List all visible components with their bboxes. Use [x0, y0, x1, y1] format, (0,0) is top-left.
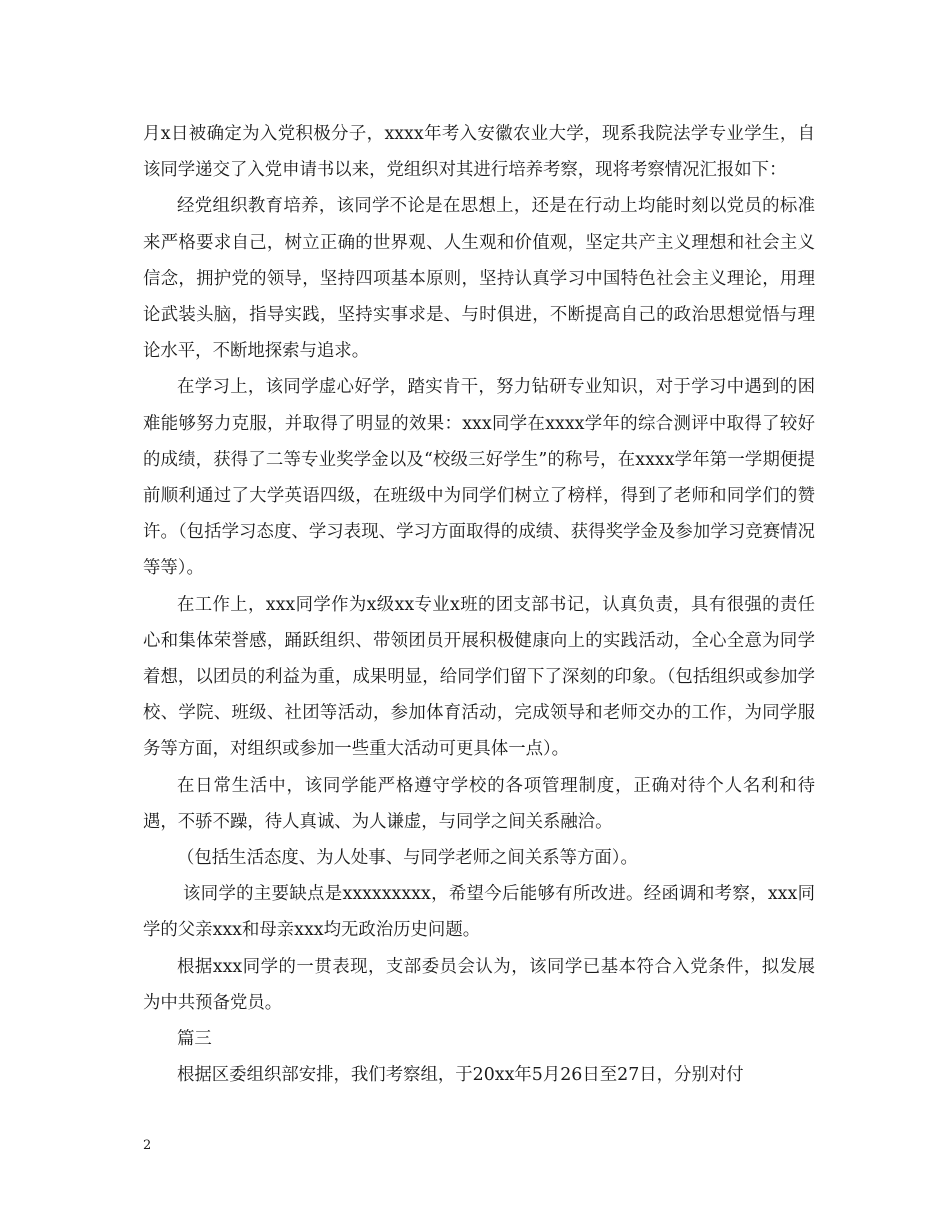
- page-number: 2: [143, 1138, 152, 1153]
- paragraph-4: 在工作上，xxx同学作为x级xx专业x班的团支部书记，认真负责，具有很强的责任心和集体荣誉感，踊跃组织、带领团员开展积极健康向上的实践活动，全心全意为同学着想，以团员的利益为重，成果明显，给同学们留下了深刻的印象。（包括组织或参加学校、学院、班级、社团等活动，参加体育活动，完成领导和老师交办的工作，为同学服务等方面，对组织或参加一些重大活动可更具体一点）。: [143, 594, 815, 760]
- paragraph-1: 月x日被确定为入党积极分子，xxxx年考入安徽农业大学，现系我院法学专业学生，自该同学递交了入党申请书以来，党组织对其进行培养考察，现将考察情况汇报如下：: [143, 124, 815, 181]
- paragraph-6: （包括生活态度、为人处事、与同学老师之间关系等方面）。: [177, 848, 638, 869]
- section-heading: 篇三: [177, 1029, 212, 1050]
- paragraph-5: 在日常生活中，该同学能严格遵守学校的各项管理制度，正确对待个人名利和待遇，不骄不躁，待人真诚、为人谦虚，与同学之间关系融洽。: [143, 775, 815, 832]
- paragraph-7: 该同学的主要缺点是xxxxxxxxx，希望今后能够有所改进。经函调和考察，xxx同学的父亲xxx和母亲xxx均无政治历史问题。: [143, 884, 815, 941]
- document-body: [143, 116, 815, 1093]
- paragraph-10: 根据区委组织部安排，我们考察组，于20xx年5月26日至27日，分别对付: [177, 1065, 744, 1086]
- paragraph-3: 在学习上，该同学虚心好学，踏实肯干，努力钻研专业知识，对于学习中遇到的困难能够努力克服，并取得了明显的效果：xxx同学在xxxx学年的综合测评中取得了较好的成绩，获得了二等专业奖学金以及“校级三好学生”的称号，在xxxx学年第一学期便提前顺利通过了大学英语四级，在班级中为同学们树立了榜样，得到了老师和同学们的赞许。（包括学习态度、学习表现、学习方面取得的成绩、获得奖学金及参加学习竞赛情况等等）。: [143, 377, 815, 579]
- paragraph-2: 经党组织教育培养，该同学不论是在思想上，还是在行动上均能时刻以党员的标准来严格要求自己，树立正确的世界观、人生观和价值观，坚定共产主义理想和社会主义信念，拥护党的领导，坚持四项基本原则，坚持认真学习中国特色社会主义理论，用理论武装头脑，指导实践，坚持实事求是、与时俱进，不断提高自己的政治思想觉悟与理论水平，不断地探索与追求。: [143, 196, 815, 362]
- paragraph-8: 根据xxx同学的一贯表现，支部委员会认为，该同学已基本符合入党条件，拟发展为中共预备党员。: [143, 956, 815, 1013]
